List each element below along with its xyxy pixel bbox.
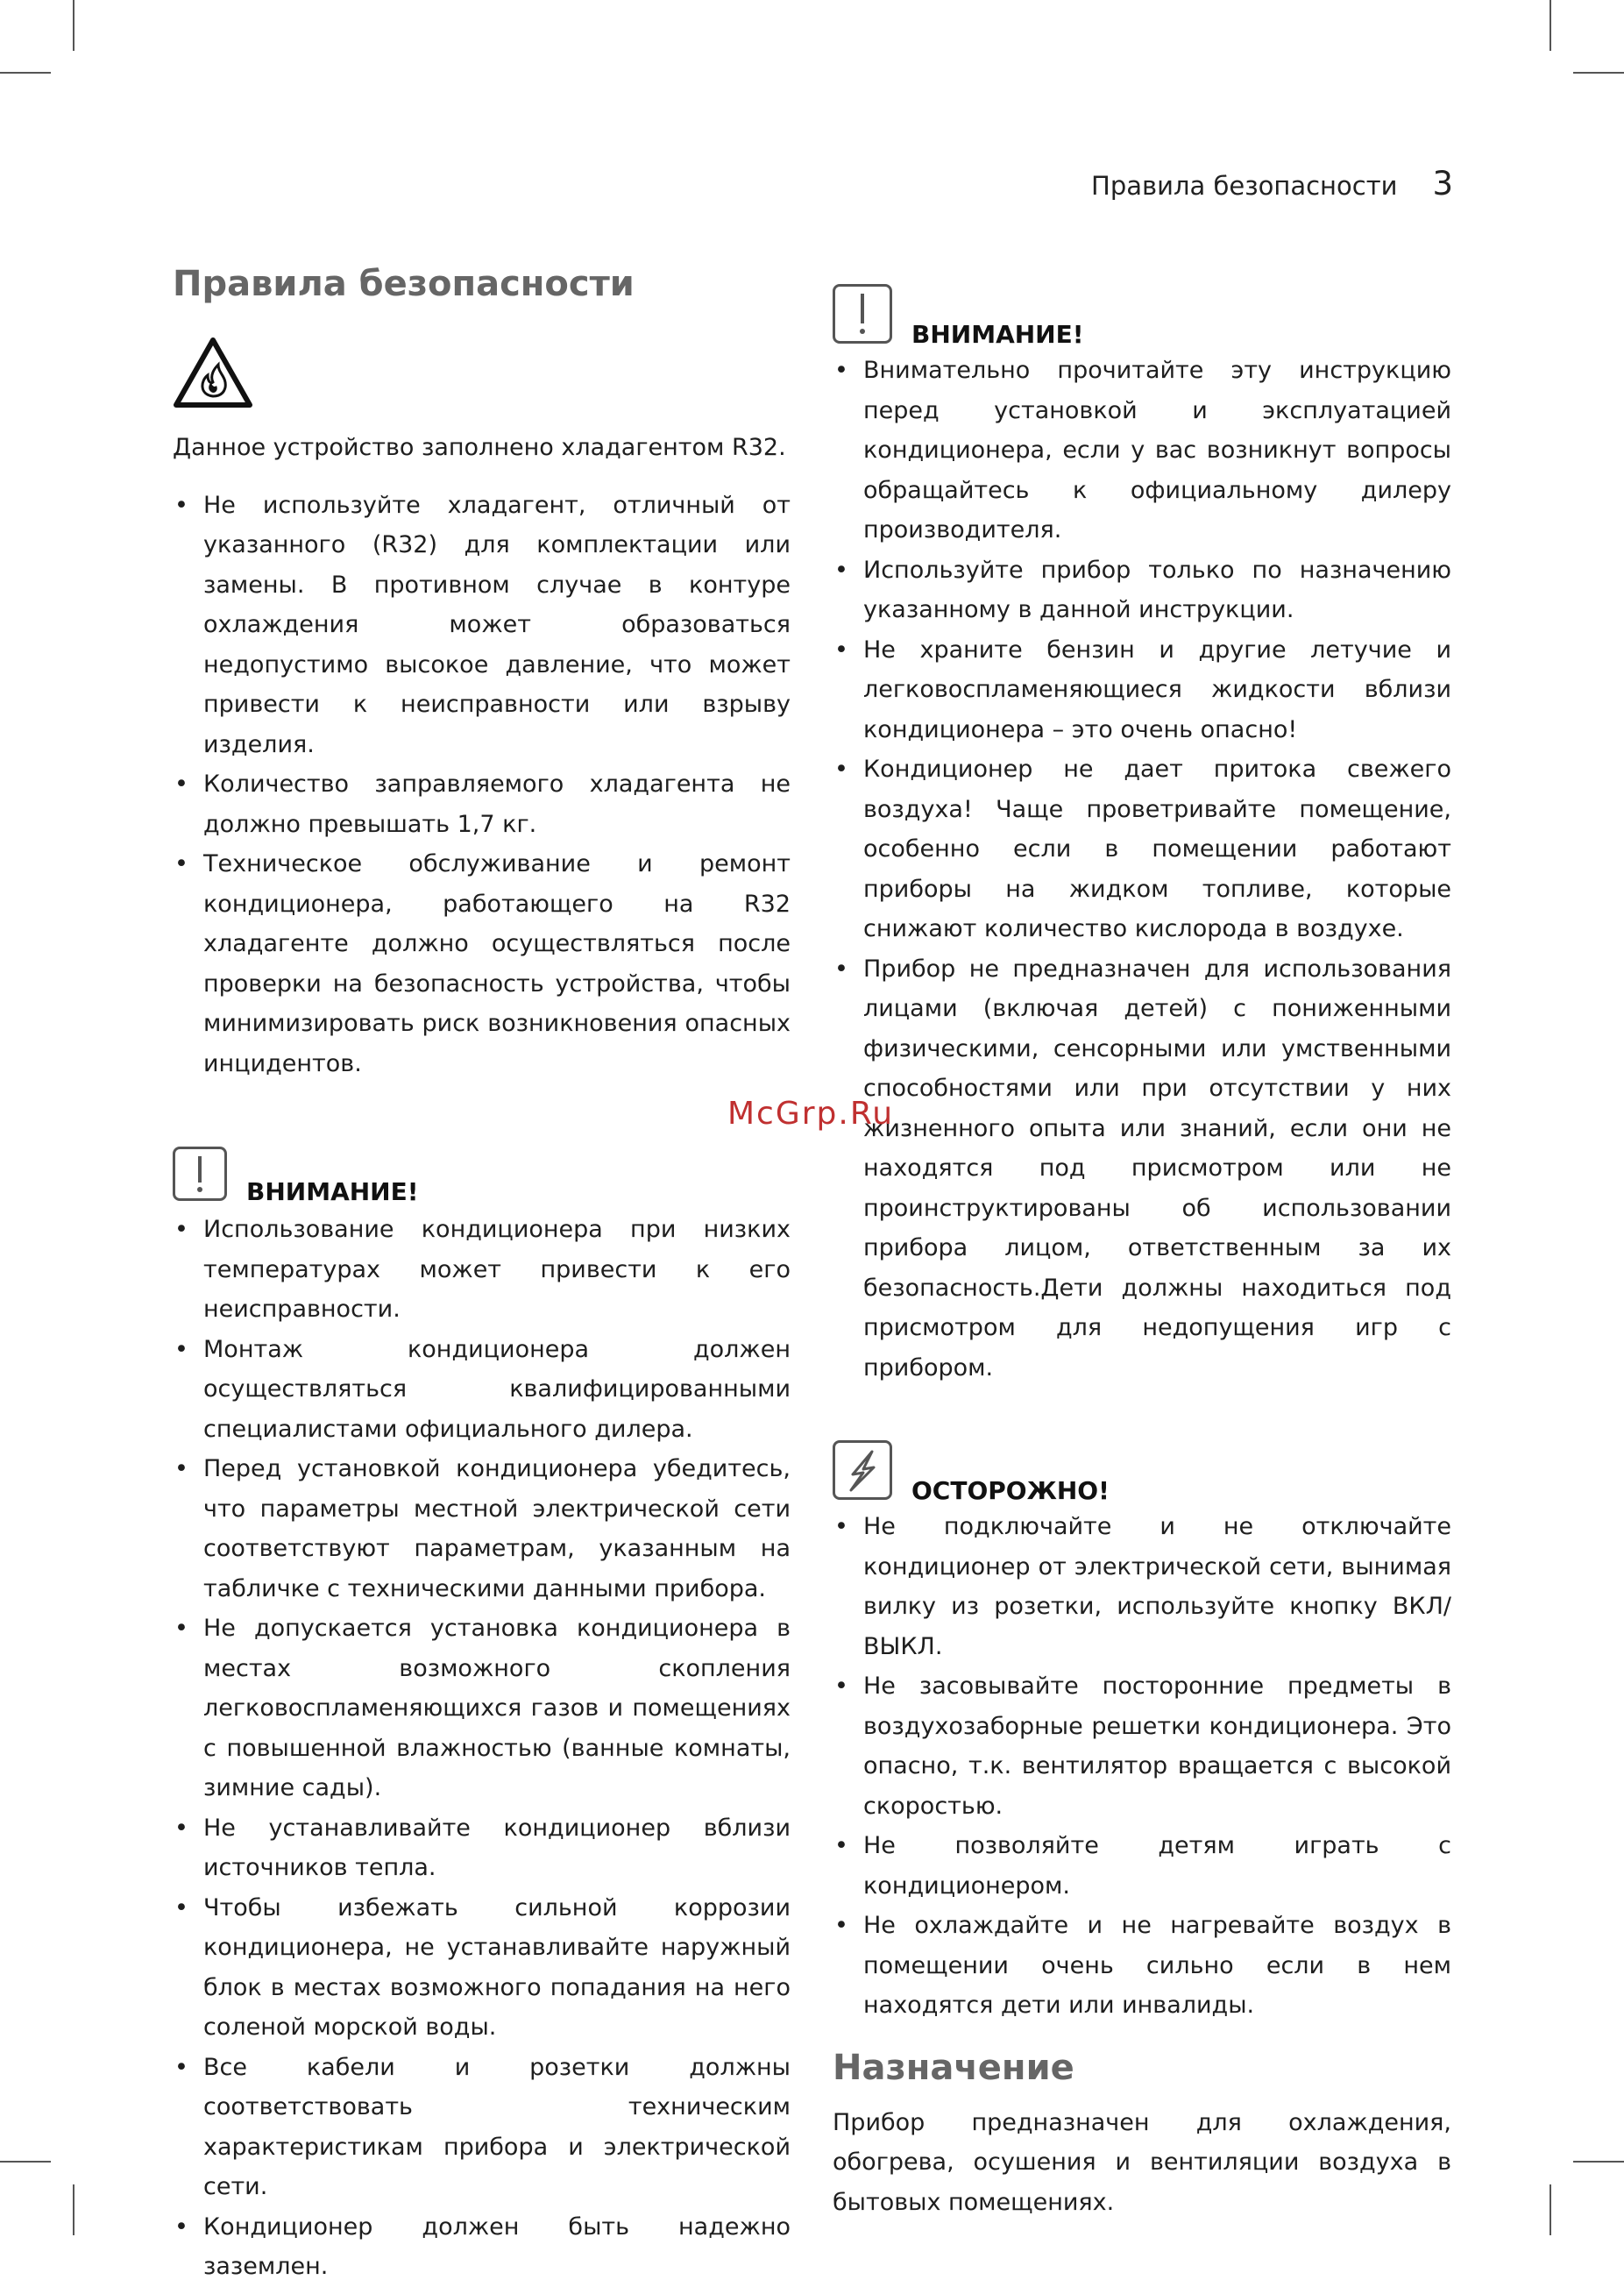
bullet: • — [834, 955, 848, 983]
bullet: • — [834, 1673, 848, 1700]
bullet: • — [834, 556, 848, 584]
bullet: • — [174, 2053, 188, 2081]
crop-mark — [1573, 72, 1624, 74]
list-item: • Все кабели и розетки должны соответствовать техническим характеристикам прибора и электрической сети. — [173, 2048, 791, 2207]
list-item: • Кондиционер должен быть надежно заземлен. — [173, 2207, 791, 2287]
list-item: • Кондиционер не дает притока свежего воздуха! Чаще проветривайте помещение, особенно если в помещении работают приборы на жидком топливе, которые снижают количество кислорода в воздухе. — [833, 749, 1451, 949]
notice-label: ВНИМАНИЕ! — [911, 320, 1084, 349]
bullet: • — [174, 1335, 188, 1363]
bullet: • — [174, 1814, 188, 1842]
bullet: • — [174, 850, 188, 877]
intro-text: Данное устройство заполнено хладагентом R32. — [173, 434, 786, 461]
list-item: • Не охлаждайте и не нагревайте воздух в помещении очень сильно если в нем находятся дети или инвалиды. — [833, 1906, 1451, 2026]
bullet: • — [834, 1513, 848, 1540]
running-title: Правила безопасности — [1091, 171, 1398, 201]
list-item: • Прибор не предназначен для использования лицами (включая детей) с пониженными физическими, сенсорными или умственными способностями или при отсутствии у них жизненного опыта или знаний, если они не находятся под присмотром или не проинструктированы об использовании прибора лицом, ответственным за их безопасность.Дети должны находиться под присмотром для недопущения игр с прибором. — [833, 949, 1451, 1389]
crop-mark — [1573, 2161, 1624, 2163]
list-item: • Не храните бензин и другие летучие и легковоспламеняющиеся жидкости вблизи кондиционера – это очень опасно! — [833, 630, 1451, 750]
bullet: • — [834, 756, 848, 783]
list-item: • Внимательно прочитайте эту инструкцию перед установкой и эксплуатацией кондиционера, если у вас возникнут вопросы обращайтесь к официальному дилеру производителя. — [833, 351, 1451, 550]
list-item: • Техническое обслуживание и ремонт кондиционера, работающего на R32 хладагенте должно осуществляться после проверки на безопасность устройства, чтобы минимизировать риск возникновения опасных инцидентов. — [173, 844, 791, 1083]
list-item: • Не засовывайте посторонние предметы в воздухозаборные решетки кондиционера. Это опасно, т.к. вентилятор вращается с высокой скоростью. — [833, 1666, 1451, 1826]
list-item: • Перед установкой кондиционера убедитесь, что параметры местной электрической сети соответствуют параметрам, указанным на табличке с техническими данными прибора. — [173, 1449, 791, 1609]
watermark: McGrp.Ru — [727, 1096, 895, 1132]
list-item: • Монтаж кондиционера должен осуществляться квалифицированными специалистами официального дилера. — [173, 1330, 791, 1450]
bullet: • — [834, 636, 848, 664]
running-header — [1091, 165, 1453, 202]
section-title: Правила безопасности — [173, 264, 635, 304]
bullet: • — [834, 357, 848, 384]
crop-mark — [0, 72, 51, 74]
crop-mark — [1550, 2184, 1551, 2235]
crop-mark — [0, 2161, 51, 2163]
list-item: • Чтобы избежать сильной коррозии кондиционера, не устанавливайте наружный блок в местах возможного попадания на него соленой морской воды. — [173, 1888, 791, 2048]
crop-mark — [1550, 0, 1551, 51]
page-number: 3 — [1432, 165, 1453, 202]
list-item: • Использование кондиционера при низких температурах может привести к его неисправности. — [173, 1210, 791, 1330]
purpose-text: Прибор предназначен для охлаждения, обогрева, осушения и вентиляции воздуха в бытовых помещениях. — [833, 2108, 1451, 2216]
list-item: • Не допускается установка кондиционера в местах возможного скопления легковоспламеняющихся газов и помещениях с повышенной влажностью (ванные комнаты, зимние сады). — [173, 1609, 791, 1808]
notice-label: ОСТОРОЖНО! — [911, 1476, 1110, 1505]
bullet: • — [174, 1893, 188, 1921]
bullet: • — [174, 1216, 188, 1243]
bullet: • — [174, 2212, 188, 2241]
attention-list — [173, 1210, 791, 2287]
flammable-warning-icon — [173, 337, 791, 408]
caution-list — [833, 1507, 1451, 2026]
refrigerant-list — [173, 486, 791, 1084]
list-item: • Не используйте хладагент, отличный от указанного (R32) для комплектации или замены. В противном случае в контуре охлаждения может образоваться недопустимо высокое давление, что может привести к неисправности или взрыву изделия. — [173, 486, 791, 765]
list-item: • Не устанавливайте кондиционер вблизи источников тепла. — [173, 1808, 791, 1888]
notice-label: ВНИМАНИЕ! — [246, 1177, 419, 1206]
bullet: • — [174, 771, 188, 798]
crop-mark — [73, 0, 74, 51]
crop-mark — [73, 2184, 74, 2235]
left-column — [173, 263, 791, 2287]
bullet: • — [834, 1912, 848, 1939]
caution-notice-header — [833, 1437, 1451, 1505]
bullet: • — [174, 491, 188, 519]
exclamation-icon — [173, 1147, 227, 1201]
bullet: • — [834, 1832, 848, 1859]
exclamation-icon — [833, 284, 892, 344]
bullet: • — [174, 1615, 188, 1642]
right-column — [833, 281, 1451, 2222]
list-item: • Используйте прибор только по назначению указанному в данной инструкции. — [833, 550, 1451, 630]
attention-notice-header — [173, 1138, 791, 1206]
electric-shock-icon — [833, 1440, 892, 1500]
purpose-title: Назначение — [833, 2047, 1074, 2088]
list-item: • Не подключайте и не отключайте кондиционер от электрической сети, вынимая вилку из розетки, используйте кнопку ВКЛ/ВЫКЛ. — [833, 1507, 1451, 1666]
attention-list — [833, 351, 1451, 1388]
attention-notice-header — [833, 281, 1451, 349]
list-item: • Количество заправляемого хладагента не должно превышать 1,7 кг. — [173, 764, 791, 844]
bullet: • — [174, 1455, 188, 1482]
list-item: • Не позволяйте детям играть с кондиционером. — [833, 1826, 1451, 1906]
